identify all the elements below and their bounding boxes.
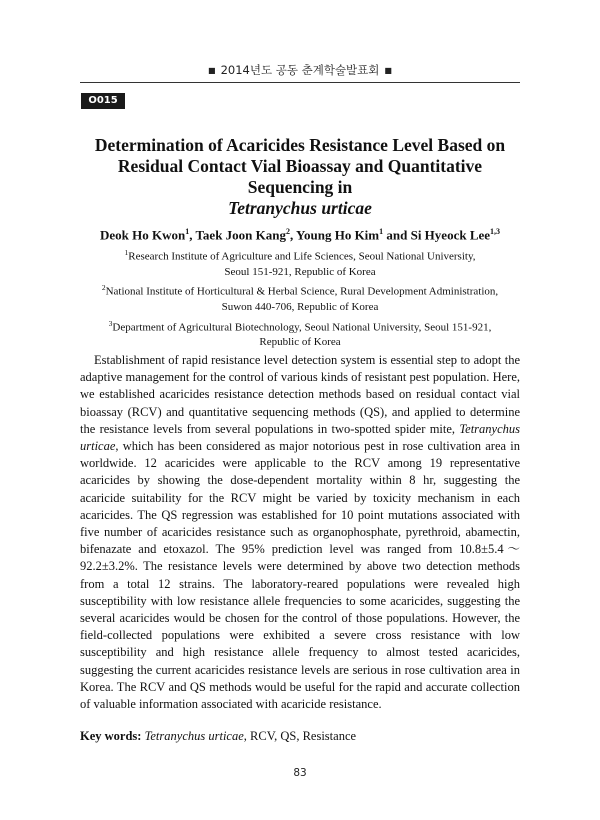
affiliation-mark: 3	[108, 318, 113, 328]
header-bullet-right: ■	[384, 66, 392, 75]
affiliation-mark: 2	[101, 283, 106, 293]
conference-name: 2014년도 공동 춘계학술발표회	[220, 63, 380, 77]
author-affil-mark: 1,3	[490, 227, 501, 236]
abstract-species: Tetranychus urticae	[80, 421, 520, 454]
affiliation-1	[80, 245, 520, 265]
title-line-3: Tetranychus urticae	[228, 198, 372, 218]
abstract-text-1: Establishment of rapid resistance level detection system is essential step to adopt the adaptive management for the control of various kinds of resistant pest population. Here, we established acaricides resistance detection methods based on residual contact vial bioassay (RCV) and quantitative sequencing methods (QS), and applied to determine the resistance levels from several populations in two-spotted spider mite,	[80, 353, 520, 436]
title-line-1: Determination of Acaricides Resistance Level Based on	[94, 135, 506, 155]
page-number: 83	[293, 767, 307, 779]
abstract-paragraph	[80, 352, 520, 713]
header-bullet-left: ■	[208, 66, 216, 75]
keywords-rest: , RCV, QS, Resistance	[243, 729, 357, 743]
author-affil-mark: 2	[286, 227, 291, 236]
paper-title	[80, 135, 520, 219]
affiliation-text: National Institute of Horticultural & Herbal Science, Rural Development Administration,	[105, 285, 499, 298]
affiliation-3-address: Republic of Korea	[259, 336, 341, 349]
keyword-species: Tetranychus urticae	[144, 729, 244, 743]
author-name: Young Ho Kim	[296, 227, 380, 243]
affiliation-2-address: Suwon 440-706, Republic of Korea	[221, 301, 379, 314]
title-line-2: Residual Contact Vial Bioassay and Quantitative Sequencing in	[117, 156, 483, 197]
paper-id-badge: O015	[81, 93, 125, 109]
author-name: Si Hyeock Lee	[410, 227, 491, 243]
author-name: Deok Ho Kwon	[99, 227, 186, 243]
author-separator: ,	[290, 227, 297, 243]
author-name: Taek Joon Kang	[195, 227, 287, 243]
author-affil-mark: 1	[379, 227, 384, 236]
author-separator: and	[383, 227, 411, 243]
affiliation-3	[80, 316, 520, 336]
affiliation-text: Department of Agricultural Biotechnology, Seoul National University, Seoul 151-921,	[112, 321, 492, 334]
header-rule	[80, 82, 520, 83]
keywords	[80, 728, 520, 744]
affiliation-2	[80, 280, 520, 300]
affiliations	[80, 245, 520, 351]
abstract-text-2: , which has been considered as major notorious pest in rose cultivation area in worldwide. 12 acaricides were applicable to the RCV among 19 representative acaricides by showing the dose-dependent mortality within 8 hr, suggesting the acaricide suitability for the RCV might be varied by toxicity mechanism in each acaricides. The QS regression was established for 10 point mutations associated with five number of acaricides resistance such as organophosphate, pyrethroid, abamectin, bifenazate and etoxazol. The 95% prediction level was ranged from 10.8±5.4～92.2±3.2%. The resistance levels were determined by above two detection methods from a total 12 strains. The laboratory-reared populations were revealed high susceptibility with low resistance allele frequencies to some acaricides, suggesting the several acaricides would be chosen for the control of those populations. However, the field-collected populations were exhibited a severe cross resistance with low susceptibility and high resistance allele frequency to almost tested acaricides, suggesting the current acaricides resistance levels are serious in rose cultivation area in Korea. The RCV and QS methods would be useful for the rapid and accurate collection of valuable information associated with acaricide resistance.	[80, 439, 520, 712]
keywords-label: Key words:	[80, 729, 142, 743]
author-separator: ,	[189, 227, 196, 243]
affiliation-mark: 1	[124, 248, 129, 257]
conference-header	[80, 62, 520, 78]
affiliation-1-address: Seoul 151-921, Republic of Korea	[224, 265, 376, 278]
author-list	[80, 224, 520, 243]
author-affil-mark: 1	[185, 227, 190, 236]
affiliation-text: Research Institute of Agriculture and Life Sciences, Seoul National University,	[128, 250, 476, 263]
